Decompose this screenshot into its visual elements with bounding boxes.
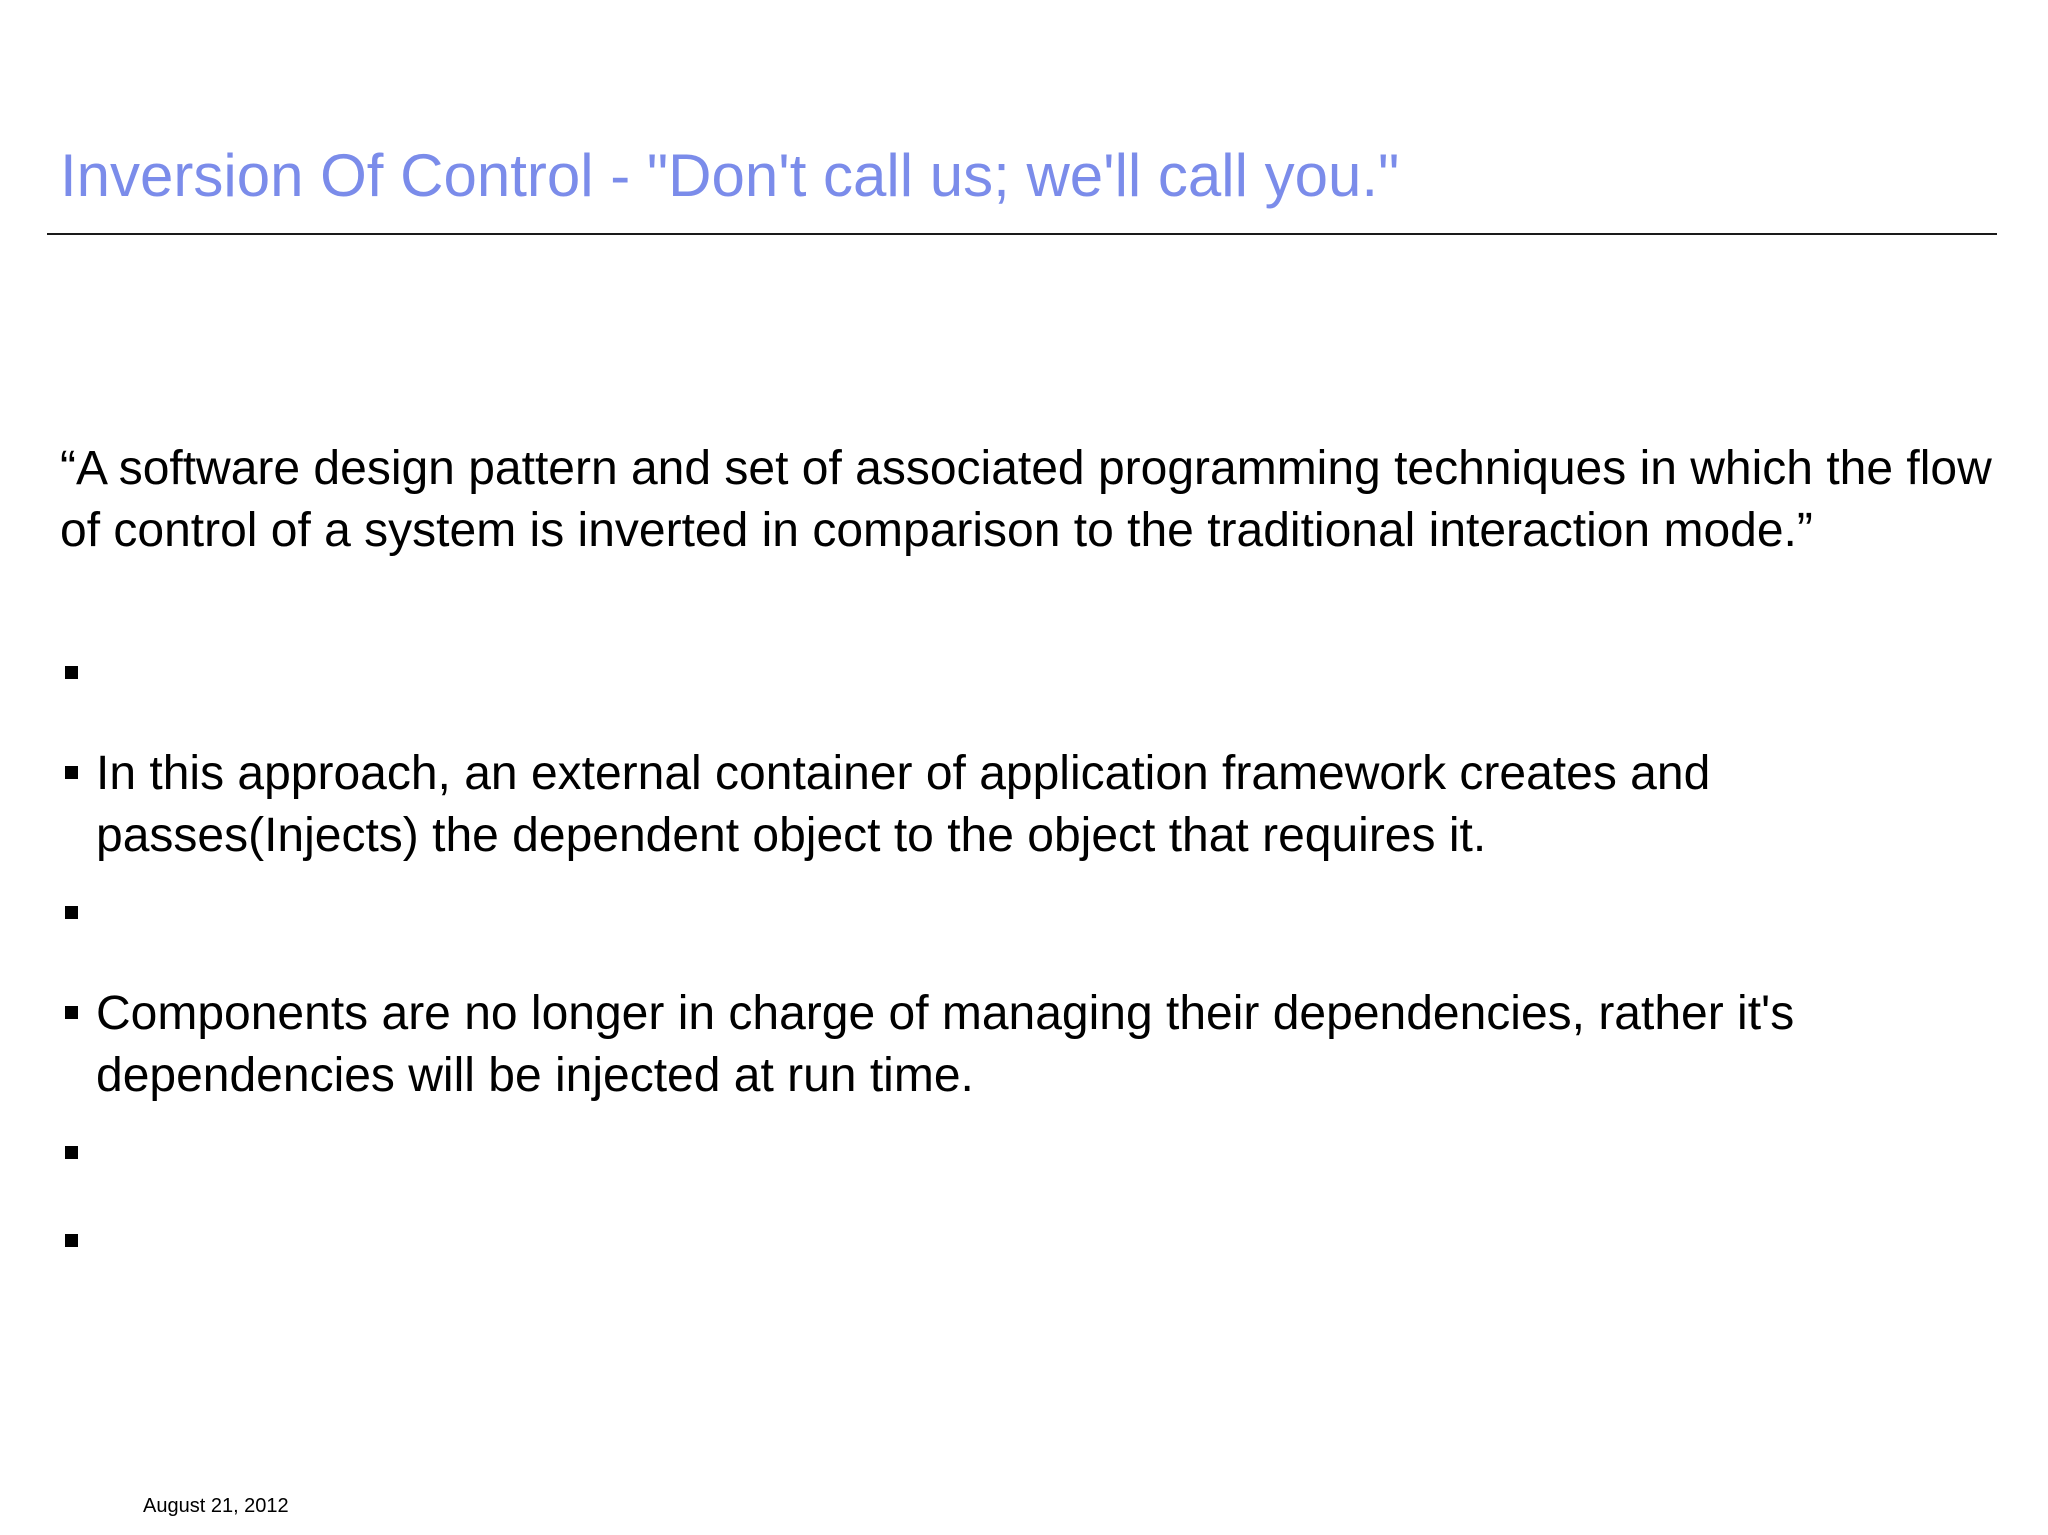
bullet-item [60, 743, 1990, 867]
square-bullet-icon [65, 766, 78, 779]
square-bullet-icon [65, 666, 78, 679]
square-bullet-icon [65, 906, 78, 919]
bullet-text: Components are no longer in charge of managing their dependencies, rather it's dependencies will be injected at run time. [96, 987, 1795, 1102]
square-bullet-icon [65, 1234, 78, 1247]
footer-date: August 21, 2012 [143, 1495, 289, 1517]
title-divider [47, 233, 1997, 235]
square-bullet-icon [65, 1146, 78, 1159]
definition-quote: “A software design pattern and set of associated programming techniques in which the flow of control of a system is inverted in comparison to the traditional interaction mode.” [60, 442, 1992, 557]
slide-title: Inversion Of Control - "Don't call us; we'll call you." [60, 142, 1400, 209]
bullet-text: In this approach, an external container of application framework creates and passes(Injects) the dependent object to the object that requires it. [96, 747, 1711, 862]
square-bullet-icon [65, 1006, 78, 1019]
bullet-item [60, 983, 1990, 1107]
